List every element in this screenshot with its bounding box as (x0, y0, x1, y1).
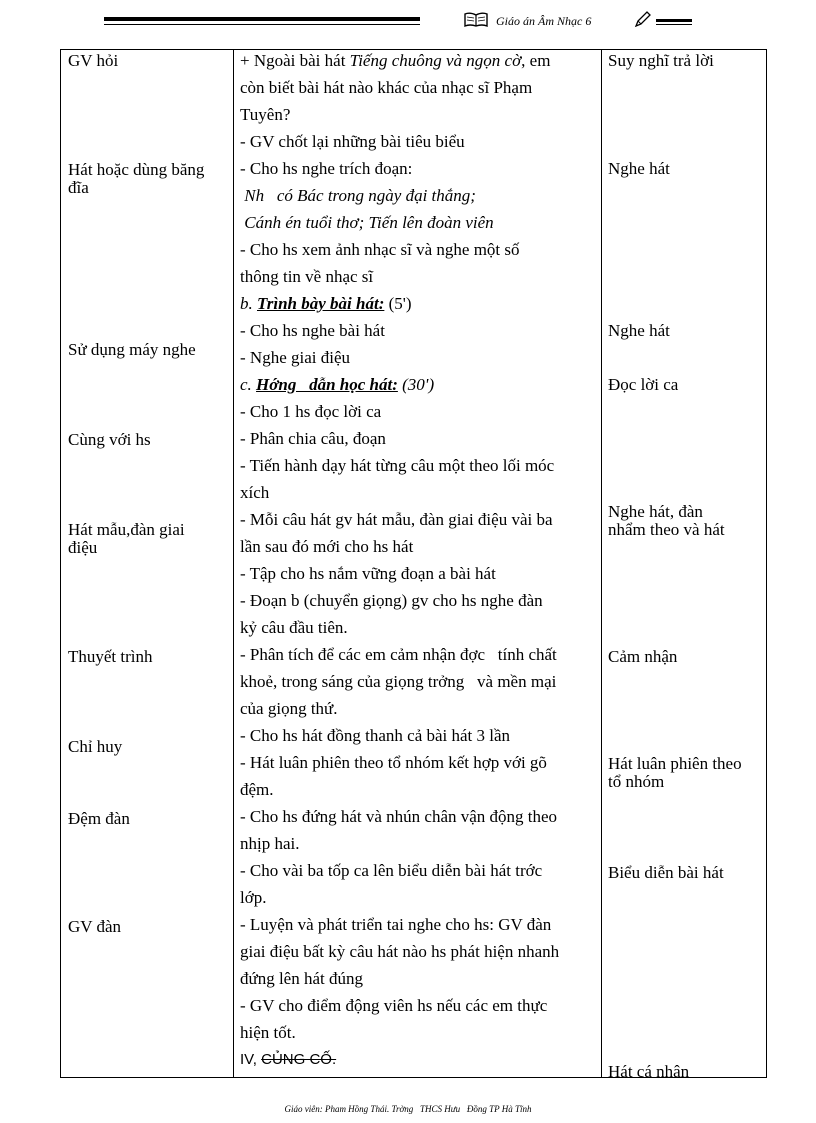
student-rotate-groups-line1: Hát luân phiên theo (608, 754, 742, 773)
section-c-heading: c. Hớng dẫn học hát: (30') (240, 375, 435, 394)
method-sing-tape (68, 161, 204, 197)
method-present: Thuyết trình (68, 647, 153, 666)
activity-line-28: đệm. (240, 780, 274, 799)
activity-line-1: + Ngoài bài hát Tiếng chuông và ngọn cờ, em (240, 51, 551, 70)
activity-line-36: - GV cho điểm động viên hs nếu các em thực (240, 996, 548, 1015)
header-rule-right-thick (656, 19, 692, 22)
activity-line-8: - Cho hs xem ảnh nhạc sĩ và nghe một số (240, 240, 520, 259)
activity-line-3: Tuyên? (240, 105, 291, 124)
activity-line-14: - Cho 1 hs đọc lời ca (240, 402, 382, 421)
activity-line-16: - Tiến hành dạy hát từng câu một theo lối móc (240, 456, 555, 475)
activity-line-17: xích (240, 483, 270, 502)
activity-line-21: - Đoạn b (chuyển giọng) gv cho hs nghe đàn (240, 591, 543, 610)
student-feel: Cảm nhận (608, 647, 678, 666)
activity-line-19: lần sau đó mới cho hs hát (240, 537, 414, 556)
activity-line-34: giai điệu bất kỳ câu hát nào hs phát hiện nhanh (240, 942, 560, 961)
activity-line-27: - Hát luân phiên theo tổ nhóm kết hợp với gõ (240, 753, 547, 772)
method-accompany: Đệm đàn (68, 809, 130, 828)
activity-line-22: kỷ câu đầu tiên. (240, 618, 348, 637)
method-sing-demo-line1: Hát mẫu,đàn giai (68, 520, 185, 539)
activity-line-15: - Phân chia câu, đoạn (240, 429, 386, 448)
method-teacher-play: GV đàn (68, 917, 122, 936)
activity-line-5: - Cho hs nghe trích đoạn: (240, 159, 413, 178)
student-listen-2: Nghe hát (608, 321, 670, 340)
activity-line-4: - GV chốt lại những bài tiêu biểu (240, 132, 465, 151)
activity-line-29: - Cho hs đứng hát và nhún chân vận động theo (240, 807, 558, 826)
activity-line-9: thông tin về nhạc sĩ (240, 267, 374, 286)
student-perform: Biểu diễn bài hát (608, 863, 724, 882)
activity-line-35: đứng lên hát đúng (240, 969, 364, 988)
activity-line-23: - Phân tích để các em cảm nhận đợc tính chất (240, 645, 557, 664)
student-solo: Hát cá nhân (608, 1062, 690, 1081)
student-sing-along-line1: Nghe hát, đàn (608, 502, 703, 521)
book-icon (464, 12, 488, 27)
method-sing-demo (68, 521, 185, 557)
method-sing-tape-line2: đĩa (68, 178, 89, 197)
method-conduct: Chỉ huy (68, 737, 123, 756)
method-player: Sử dụng máy nghe (68, 340, 196, 359)
pencil-icon (634, 10, 652, 28)
student-listen-1: Nghe hát (608, 159, 670, 178)
activity-line-33: - Luyện và phát triển tai nghe cho hs: GV đàn (240, 915, 552, 934)
activity-line-37: hiện tốt. (240, 1023, 296, 1042)
activity-line-25: của giọng thứ. (240, 699, 338, 718)
section-b-heading: b. Trình bày bài hát: (5') (240, 294, 412, 313)
header-rule-thick (104, 17, 420, 21)
student-rotate-groups-line2: tổ nhóm (608, 772, 665, 791)
header-rule-thin (104, 24, 420, 25)
activity-line-6: Nh có Bác trong ngày đại thắng; (240, 186, 476, 205)
method-sing-tape-line1: Hát hoặc dùng băng (68, 160, 205, 179)
student-rotate-groups (608, 755, 742, 791)
activity-line-11: - Cho hs nghe bài hát (240, 321, 385, 340)
activity-line-24: khoẻ, trong sáng của giọng trởng và mền mại (240, 672, 557, 691)
activity-line-2: còn biết bài hát nào khác của nhạc sĩ Phạm (240, 78, 533, 97)
student-read-lyrics: Đọc lời ca (608, 375, 679, 394)
activity-line-18: - Mỗi câu hát gv hát mẫu, đàn giai điệu vài ba (240, 510, 553, 529)
method-with-students: Cùng với hs (68, 430, 151, 449)
page-footer: Giáo viên: Pham Hồng Thái. Trờng THCS Hưu Đồng TP Hà Tĩnh (284, 1104, 532, 1114)
activity-line-12: - Nghe giai điệu (240, 348, 350, 367)
section-iv-heading: IV, CỦNG CỐ. (240, 1051, 337, 1068)
activity-line-26: - Cho hs hát đồng thanh cả bài hát 3 lần (240, 726, 511, 745)
activity-line-7: Cánh én tuổi thơ; Tiến lên đoàn viên (240, 213, 494, 232)
student-sing-along-line2: nhẩm theo và hát (608, 520, 725, 539)
activity-line-32: lớp. (240, 888, 267, 907)
header-title: Giáo án Âm Nhạc 6 (496, 14, 592, 28)
activity-line-30: nhịp hai. (240, 834, 300, 853)
activity-line-31: - Cho vài ba tốp ca lên biểu diễn bài hát trớc (240, 861, 543, 880)
header-rule-right-thin (656, 24, 692, 25)
student-think: Suy nghĩ trả lời (608, 51, 714, 70)
method-ask: GV hỏi (68, 51, 119, 70)
column-divider-2 (601, 49, 602, 1078)
column-divider-1 (233, 49, 234, 1078)
activity-line-20: - Tập cho hs nắm vững đoạn a bài hát (240, 564, 496, 583)
student-sing-along (608, 503, 725, 539)
method-sing-demo-line2: điệu (68, 538, 98, 557)
